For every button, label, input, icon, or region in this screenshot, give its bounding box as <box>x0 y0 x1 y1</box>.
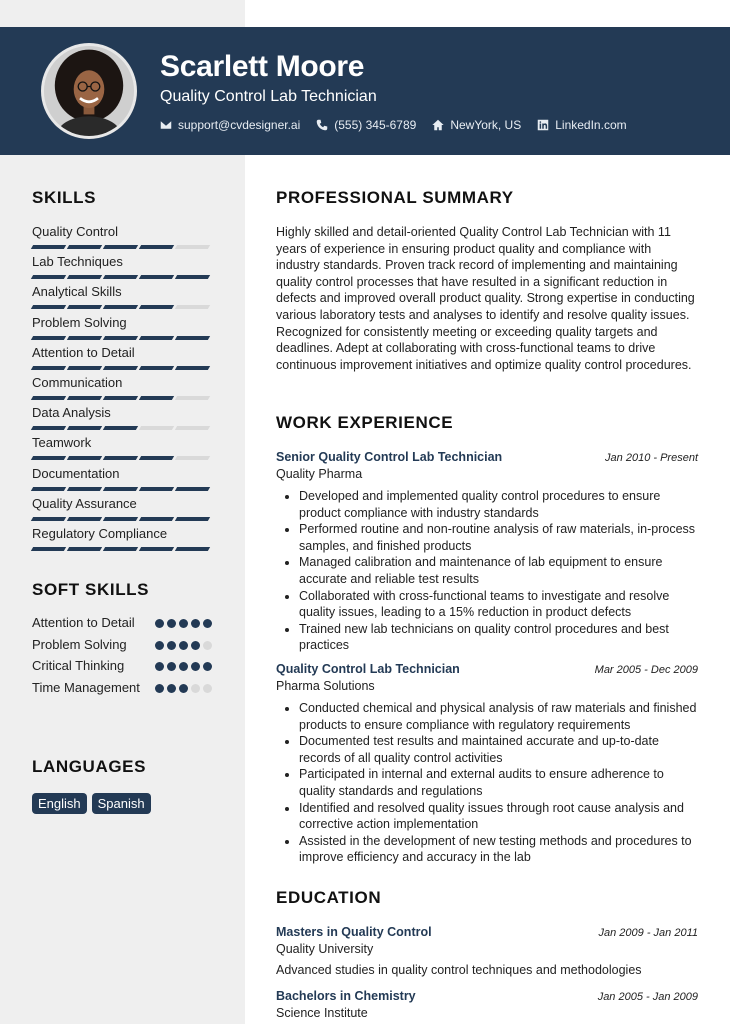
skill-item <box>32 224 212 254</box>
soft-skill-item <box>32 658 212 675</box>
contact-email-text: support@cvdesigner.ai <box>178 118 301 132</box>
job-bullet: • Assisted in the development of new testing methods and procedures to improve efficiency and accuracy in the lab <box>299 833 698 866</box>
skill-level-bar <box>32 517 212 521</box>
company-name: Pharma Solutions <box>276 679 375 693</box>
contact-email[interactable] <box>160 117 300 133</box>
skill-label: Lab Techniques <box>32 254 123 270</box>
skill-item <box>32 526 212 556</box>
skill-level-segment <box>67 456 102 460</box>
job-bullet: • Trained new lab technicians on quality control procedures and best practices <box>299 621 698 654</box>
contact-phone-text: (555) 345-6789 <box>334 118 417 132</box>
rating-dot <box>191 684 200 693</box>
avatar <box>41 43 137 139</box>
job-bullet: • Performed routine and non-routine analysis of raw materials, in-process samples, and finished products <box>299 521 698 554</box>
contact-location-text: NewYork, US <box>450 118 522 132</box>
skill-item <box>32 435 212 465</box>
job-bullets <box>276 700 698 866</box>
rating-dot <box>155 619 164 628</box>
skill-level-segment <box>31 517 66 521</box>
skill-level-segment <box>31 336 66 340</box>
skill-level-segment <box>31 547 66 551</box>
contact-linkedin-text: LinkedIn.com <box>555 118 627 132</box>
job-bullet: • Collaborated with cross-functional teams to investigate and resolve quality issues, leading to a 15% reduction in product defects <box>299 588 698 621</box>
skill-level-segment <box>67 366 102 370</box>
candidate-name: Scarlett Moore <box>160 50 365 83</box>
rating-dot <box>179 619 188 628</box>
skill-level-segment <box>175 426 210 430</box>
languages-list <box>32 793 212 814</box>
language-badge: Spanish <box>92 793 151 814</box>
skill-level-segment <box>67 517 102 521</box>
rating-dot <box>179 641 188 650</box>
skill-level-segment <box>31 305 66 309</box>
soft-skill-item <box>32 680 212 697</box>
education-description: Advanced studies in quality control techniques and methodologies <box>276 963 642 977</box>
skill-label: Quality Control <box>32 224 118 239</box>
skill-level-segment <box>103 366 138 370</box>
rating-dot <box>167 662 176 671</box>
soft-skill-label: Problem Solving <box>32 636 127 652</box>
candidate-role: Quality Control Lab Technician <box>160 88 377 105</box>
home-icon <box>432 119 444 131</box>
soft-skill-rating <box>155 662 212 671</box>
rating-dot <box>179 684 188 693</box>
skill-level-segment <box>103 517 138 521</box>
job-bullets <box>276 488 698 654</box>
education-entry <box>276 924 698 978</box>
skill-level-segment <box>67 305 102 309</box>
soft-skills-title: SOFT SKILLS <box>32 580 150 599</box>
skill-level-segment <box>103 426 138 430</box>
skill-level-segment <box>139 366 174 370</box>
contact-list <box>160 117 627 133</box>
rating-dot <box>155 684 164 693</box>
phone-icon <box>316 119 328 131</box>
job-bullet: • Participated in internal and external audits to ensure adherence to quality standards and regulations <box>299 766 698 799</box>
skill-level-segment <box>31 456 66 460</box>
skill-label: Problem Solving <box>32 314 127 330</box>
rating-dot <box>203 641 212 650</box>
skill-level-segment <box>103 336 138 340</box>
soft-skill-label: Critical Thinking <box>32 658 125 673</box>
skill-level-segment <box>175 366 210 370</box>
skill-level-segment <box>31 426 66 430</box>
skill-level-segment <box>67 245 102 249</box>
soft-skill-rating <box>155 619 212 628</box>
skill-level-segment <box>139 396 174 400</box>
degree-title: Masters in Quality Control <box>276 925 432 939</box>
rating-dot <box>167 641 176 650</box>
rating-dot <box>203 619 212 628</box>
education-entry <box>276 988 698 1021</box>
skill-level-segment <box>103 245 138 249</box>
skill-level-bar <box>32 396 212 400</box>
skill-level-segment <box>175 396 210 400</box>
skill-level-bar <box>32 547 212 551</box>
skill-label: Communication <box>32 374 123 390</box>
skill-level-bar <box>32 366 212 370</box>
contact-linkedin[interactable] <box>537 117 626 133</box>
skill-item <box>32 284 212 314</box>
company-name: Quality Pharma <box>276 467 363 481</box>
soft-skill-rating <box>155 684 212 693</box>
skill-level-segment <box>139 245 174 249</box>
rating-dot <box>167 684 176 693</box>
skill-level-bar <box>32 275 212 279</box>
skill-level-bar <box>32 487 212 491</box>
skill-item <box>32 315 212 345</box>
skill-level-segment <box>175 517 210 521</box>
education-title: EDUCATION <box>276 888 382 907</box>
rating-dot <box>203 662 212 671</box>
skill-level-segment <box>103 547 138 551</box>
skill-label: Quality Assurance <box>32 495 137 511</box>
skill-level-segment <box>175 487 210 491</box>
skill-level-segment <box>31 245 66 249</box>
skill-level-segment <box>31 366 66 370</box>
job-bullet: • Documented test results and maintained accurate and up-to-date records of all quality control activities <box>299 733 698 766</box>
job-date: Mar 2005 - Dec 2009 <box>594 664 698 676</box>
skill-level-segment <box>139 547 174 551</box>
skill-level-bar <box>32 426 212 430</box>
skill-level-segment <box>139 487 174 491</box>
rating-dot <box>155 641 164 650</box>
skill-level-segment <box>139 517 174 521</box>
skill-item <box>32 345 212 375</box>
rating-dot <box>155 662 164 671</box>
skill-level-bar <box>32 336 212 340</box>
summary-title: PROFESSIONAL SUMMARY <box>276 188 514 207</box>
job-date: Jan 2010 - Present <box>605 452 698 464</box>
job-bullet: • Developed and implemented quality control procedures to ensure product compliance with industry standards <box>299 488 698 521</box>
job-entry <box>276 661 698 866</box>
languages-title: LANGUAGES <box>32 757 147 776</box>
skill-level-bar <box>32 305 212 309</box>
skill-level-segment <box>103 396 138 400</box>
skill-level-bar <box>32 245 212 249</box>
work-experience-title: WORK EXPERIENCE <box>276 413 454 432</box>
skill-label: Documentation <box>32 465 120 481</box>
skill-item <box>32 405 212 435</box>
resume-header <box>0 27 730 155</box>
skill-label: Regulatory Compliance <box>32 525 168 541</box>
skill-level-segment <box>175 245 210 249</box>
soft-skill-rating <box>155 641 212 650</box>
skill-level-segment <box>175 547 210 551</box>
skill-level-segment <box>175 336 210 340</box>
job-entry <box>276 449 698 654</box>
rating-dot <box>179 662 188 671</box>
skill-level-segment <box>67 275 102 279</box>
rating-dot <box>167 619 176 628</box>
skill-item <box>32 496 212 526</box>
skill-level-segment <box>139 275 174 279</box>
skill-level-segment <box>67 547 102 551</box>
skill-level-segment <box>67 426 102 430</box>
skill-level-segment <box>67 487 102 491</box>
skill-item <box>32 254 212 284</box>
soft-skills-list <box>32 615 212 701</box>
skill-label: Teamwork <box>32 435 92 451</box>
skill-level-segment <box>139 336 174 340</box>
skill-label: Attention to Detail <box>32 344 135 360</box>
skill-level-segment <box>139 456 174 460</box>
email-icon <box>160 119 172 131</box>
skill-level-bar <box>32 456 212 460</box>
summary-text: Highly skilled and detail-oriented Quality Control Lab Technician with 11 years of experience in ensuring product quality and compliance with industry standards. Proven track record of implementing and maintaining quality control processes that have resulted in a significant reduction in defects and improved overall product quality. Strong expertise in conducting various laboratory tests and analyses to identify and resolve quality issues. Recognized for consistently meeting or exceeding quality targets and deadlines. Adept at collaborating with cross-functional teams to drive continuous improvement initiatives and optimize quality control procedures. <box>276 225 695 372</box>
job-bullet: • Managed calibration and maintenance of lab equipment to ensure accurate and reliable test results <box>299 554 698 587</box>
skill-item <box>32 375 212 405</box>
soft-skill-label: Attention to Detail <box>32 615 135 630</box>
school-name: Science Institute <box>276 1006 368 1020</box>
rating-dot <box>191 619 200 628</box>
skill-item <box>32 466 212 496</box>
contact-location <box>432 117 521 133</box>
skill-level-segment <box>67 336 102 340</box>
skill-level-segment <box>31 396 66 400</box>
skill-level-segment <box>103 305 138 309</box>
skill-level-segment <box>139 305 174 309</box>
soft-skill-label: Time Management <box>32 679 140 695</box>
rating-dot <box>191 662 200 671</box>
skill-level-segment <box>31 487 66 491</box>
education-date: Jan 2005 - Jan 2009 <box>597 991 698 1003</box>
job-title: Quality Control Lab Technician <box>276 662 460 676</box>
language-badge: English <box>32 793 87 814</box>
skills-title: SKILLS <box>32 188 97 207</box>
rating-dot <box>191 641 200 650</box>
rating-dot <box>203 684 212 693</box>
skill-level-segment <box>103 487 138 491</box>
skill-level-segment <box>175 275 210 279</box>
job-title: Senior Quality Control Lab Technician <box>276 450 503 464</box>
skill-label: Data Analysis <box>32 405 111 421</box>
profile-photo-icon <box>44 46 134 136</box>
skill-level-segment <box>67 396 102 400</box>
linkedin-icon <box>537 119 549 131</box>
soft-skill-item <box>32 615 212 632</box>
skill-label: Analytical Skills <box>32 284 122 300</box>
skill-level-segment <box>103 275 138 279</box>
soft-skill-item <box>32 637 212 654</box>
skill-level-segment <box>31 275 66 279</box>
job-bullet: • Conducted chemical and physical analysis of raw materials and finished products to ensure compliance with regulatory requirements <box>299 700 698 733</box>
job-bullet: • Identified and resolved quality issues through root cause analysis and corrective action implementation <box>299 800 698 833</box>
skill-level-segment <box>175 305 210 309</box>
skill-level-segment <box>103 456 138 460</box>
education-date: Jan 2009 - Jan 2011 <box>598 927 698 939</box>
skill-level-segment <box>139 426 174 430</box>
skills-list <box>32 224 212 556</box>
school-name: Quality University <box>276 942 374 956</box>
skill-level-segment <box>175 456 210 460</box>
contact-phone[interactable] <box>316 117 416 133</box>
degree-title: Bachelors in Chemistry <box>276 989 416 1003</box>
